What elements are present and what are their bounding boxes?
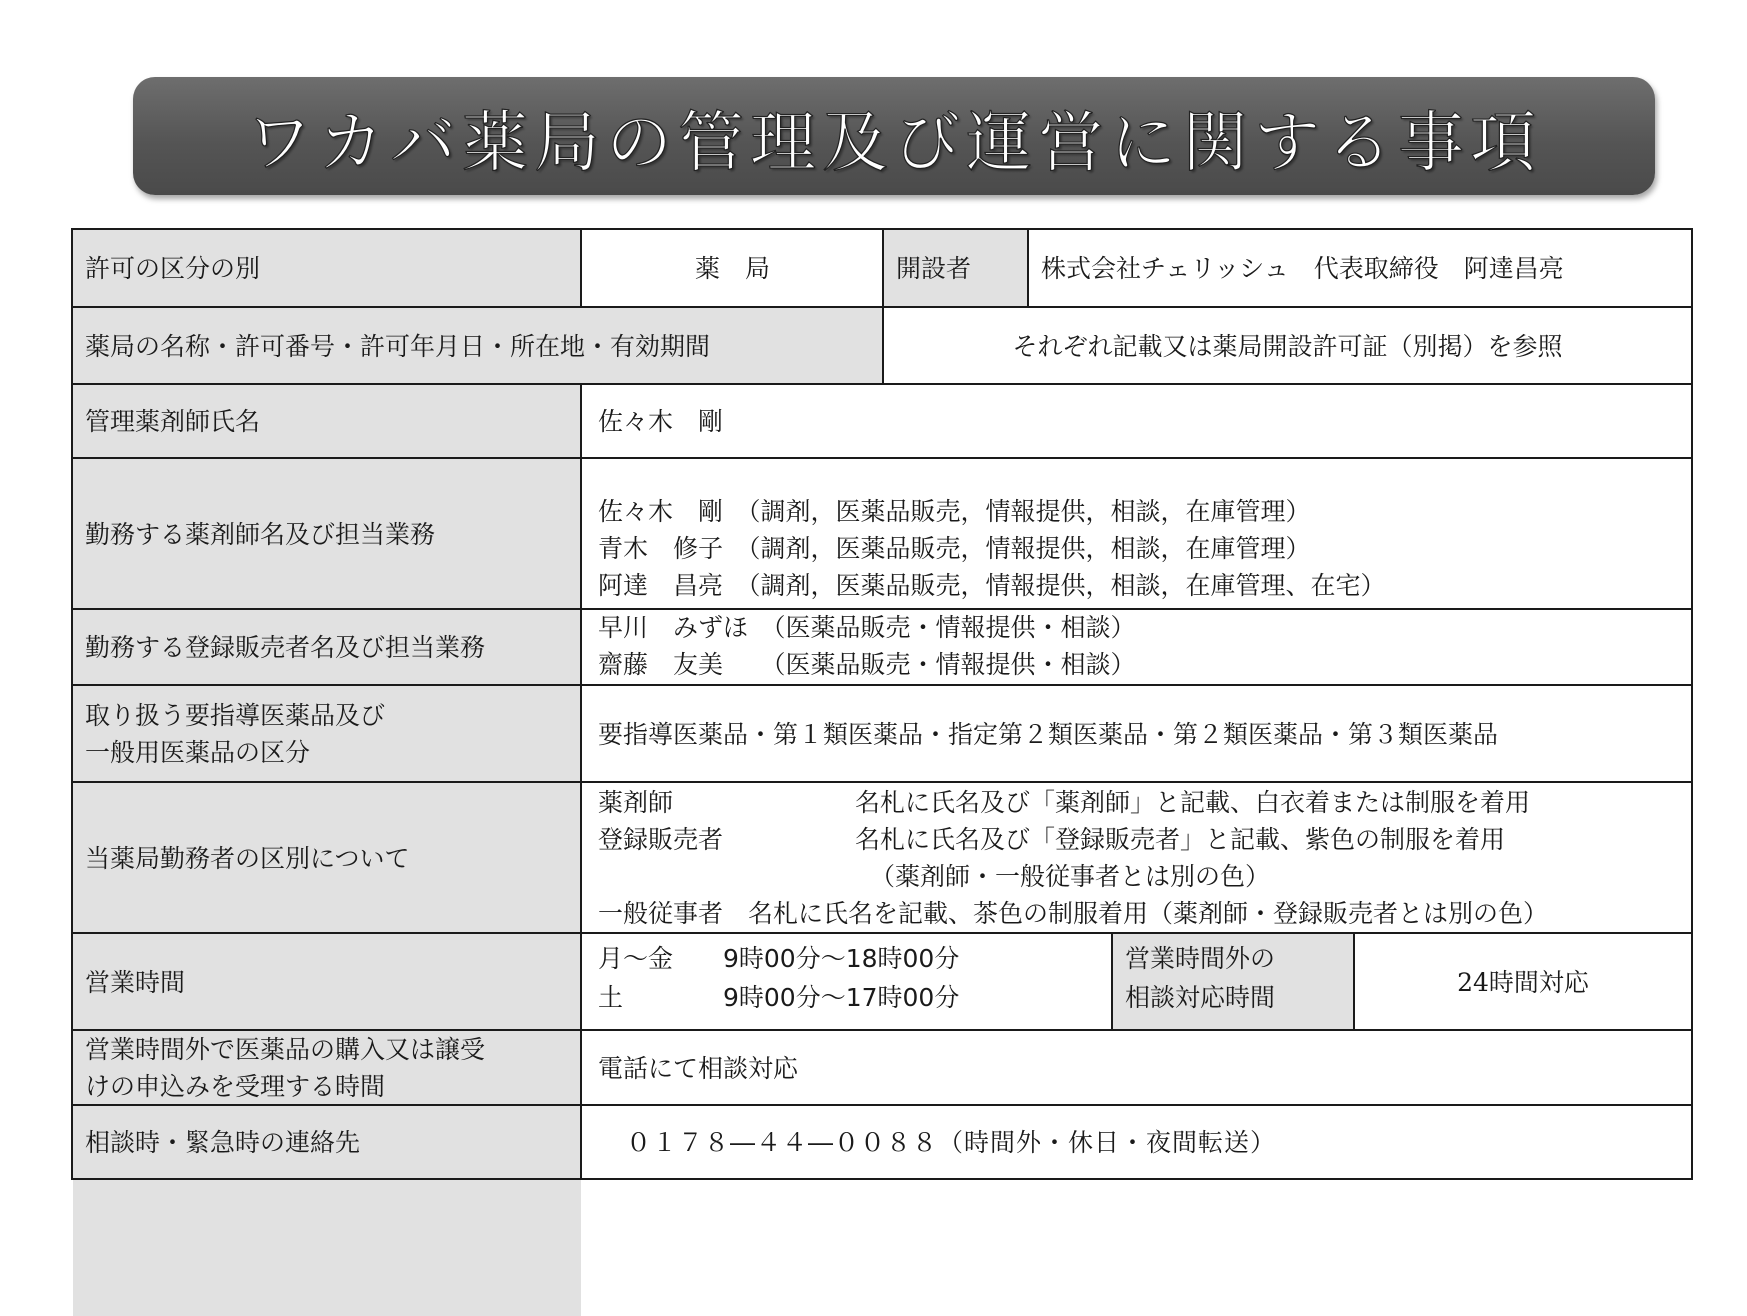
sellers-list bbox=[582, 609, 1691, 684]
hours-weekday: 月～金 9時00分～18時00分 bbox=[598, 944, 960, 973]
general-staff-line: 一般従事者 名札に氏名を記載、茶色の制服着用（薬剤師・登録販売者とは別の色） bbox=[598, 899, 1549, 928]
seller-description: 名札に氏名及び「登録販売者」と記載、紫色の制服を着用 bbox=[855, 825, 1506, 854]
pharmacist-description: 名札に氏名及び「薬剤師」と記載、白衣着または制服を着用 bbox=[855, 788, 1531, 817]
seller-note: （薬剤師・一般従事者とは別の色） bbox=[870, 862, 1271, 891]
after-purchase-label bbox=[73, 1031, 581, 1105]
permit-label: 許可の区分の別 bbox=[85, 254, 261, 283]
manager-label: 管理薬剤師氏名 bbox=[85, 407, 261, 436]
distinction-label: 当薬局勤務者の区別について bbox=[85, 843, 410, 873]
hours-values bbox=[582, 939, 1112, 1027]
after-purchase-label-line: 営業時間外で医薬品の購入又は譲受 bbox=[85, 1035, 486, 1064]
after-hours-label-line: 営業時間外の bbox=[1125, 944, 1276, 973]
pharmacist-role: 薬剤師 bbox=[598, 788, 674, 817]
pharmacist-line: 青木 修子 （調剤，医薬品販売，情報提供，相談，在庫管理） bbox=[598, 534, 1311, 563]
pharmacist-line: 阿達 昌亮 （調剤，医薬品販売，情報提供，相談，在庫管理、在宅） bbox=[598, 571, 1386, 600]
pharmacist-line: 佐々木 剛 （調剤，医薬品販売，情報提供，相談，在庫管理） bbox=[598, 497, 1311, 526]
contact-value: ０１７８―４４―００８８（時間外・休日・夜間転送） bbox=[626, 1128, 1277, 1157]
page-title: ワカバ薬局の管理及び運営に関する事項 bbox=[246, 103, 1542, 181]
permit-value: 薬 局 bbox=[694, 254, 770, 283]
categories-label-line: 取り扱う要指導医薬品及び bbox=[85, 701, 386, 730]
after-hours-label-line: 相談対応時間 bbox=[1125, 983, 1276, 1012]
categories-label bbox=[73, 686, 581, 782]
seller-role: 登録販売者 bbox=[598, 825, 724, 854]
after-hours-consult-label bbox=[1113, 939, 1354, 1027]
seller-line: 早川 みずほ （医薬品販売・情報提供・相談） bbox=[598, 613, 1136, 642]
hours-saturday: 土 9時00分～17時00分 bbox=[598, 983, 960, 1012]
categories-value: 要指導医薬品・第１類医薬品・指定第２類医薬品・第２類医薬品・第３類医薬品 bbox=[598, 719, 1499, 749]
distinction-details bbox=[582, 784, 1691, 932]
contact-label: 相談時・緊急時の連絡先 bbox=[85, 1128, 361, 1157]
sellers-label: 勤務する登録販売者名及び担当業務 bbox=[85, 633, 486, 662]
title-banner bbox=[133, 77, 1655, 195]
name-etc-label: 薬局の名称・許可番号・許可年月日・所在地・有効期間 bbox=[85, 331, 711, 361]
founder-value: 株式会社チェリッシュ 代表取締役 阿達昌亮 bbox=[1041, 254, 1564, 283]
seller-line: 齋藤 友美 （医薬品販売・情報提供・相談） bbox=[598, 650, 1136, 679]
after-purchase-value: 電話にて相談対応 bbox=[598, 1053, 799, 1083]
pharmacists-label: 勤務する薬剤師名及び担当業務 bbox=[85, 519, 436, 549]
pharmacists-list bbox=[582, 493, 1691, 605]
manager-value: 佐々木 剛 bbox=[598, 407, 724, 436]
hours-label: 営業時間 bbox=[85, 967, 186, 997]
after-hours-consult-value: 24時間対応 bbox=[1457, 967, 1589, 997]
table-border bbox=[1691, 228, 1693, 1180]
after-purchase-label-line: けの申込みを受理する時間 bbox=[85, 1072, 386, 1101]
name-etc-value: それぞれ記載又は薬局開設許可証（別掲）を参照 bbox=[1012, 331, 1563, 361]
categories-label-line: 一般用医薬品の区分 bbox=[85, 738, 311, 767]
founder-label: 開設者 bbox=[896, 254, 972, 283]
